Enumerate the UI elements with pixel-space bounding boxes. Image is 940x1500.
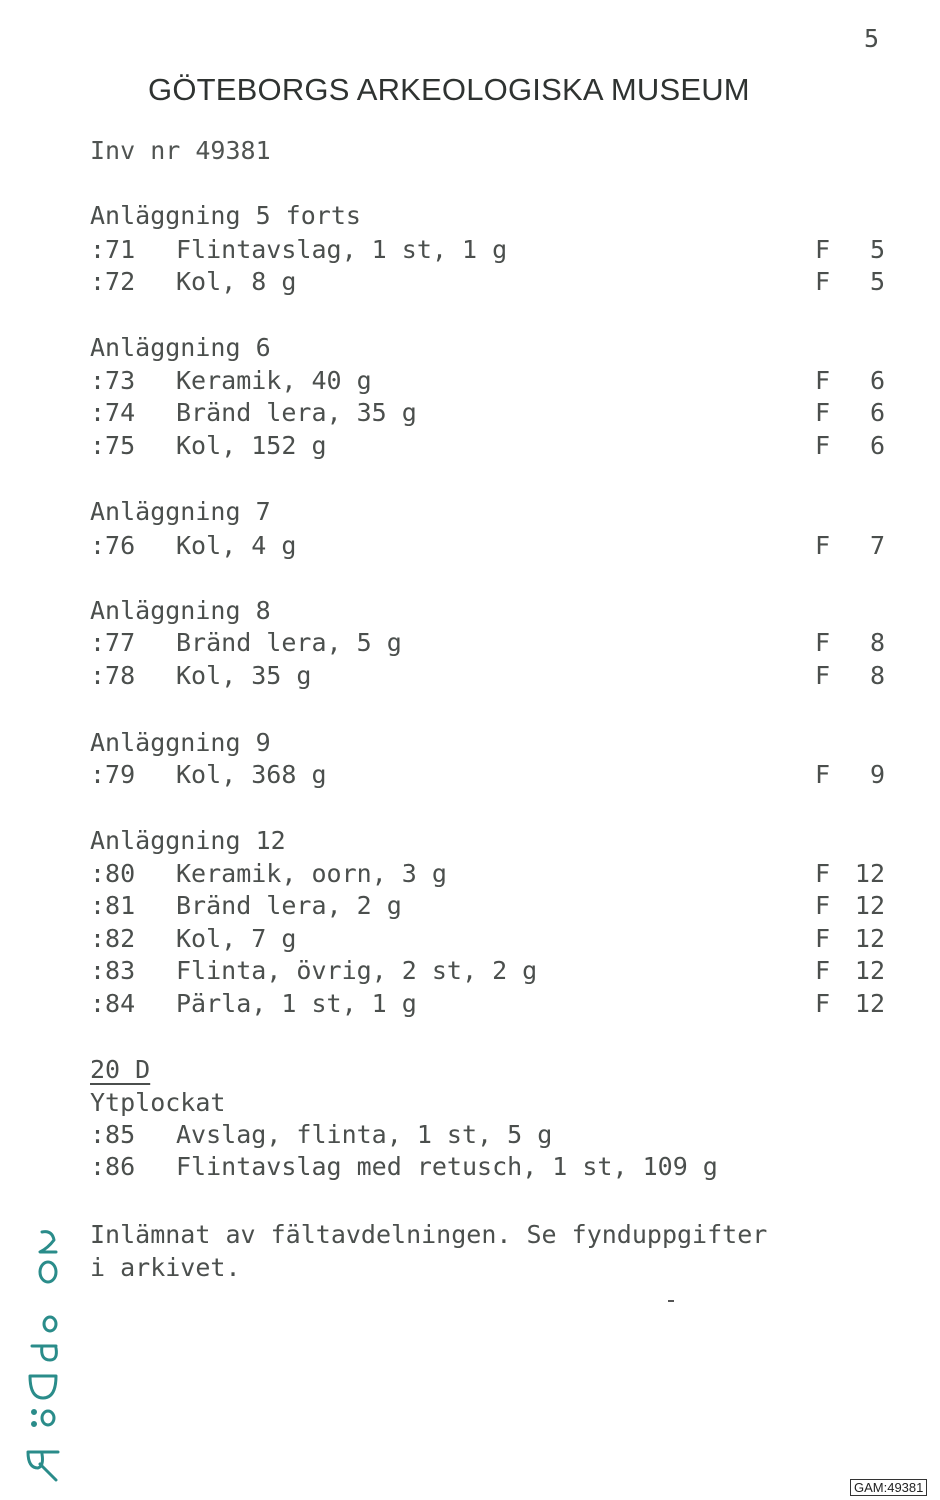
entry-number: :82: [90, 924, 136, 953]
section-heading: Anläggning 5 forts: [90, 201, 361, 230]
list-item: [90, 1119, 552, 1151]
handwriting-rodbo-20: [8, 1216, 68, 1486]
entry-reference: [815, 266, 885, 298]
inventory-number: Inv nr 49381: [90, 136, 271, 165]
list-item: [90, 660, 311, 692]
entry-number: :76: [90, 531, 136, 560]
entry-reference: [815, 397, 885, 429]
entry-reference: [815, 890, 885, 922]
entry-description: Kol, 7 g: [176, 924, 297, 953]
ref-number: 8: [869, 628, 885, 657]
entry-description: Keramik, oorn, 3 g: [176, 859, 447, 888]
entry-reference: [815, 759, 885, 791]
ref-letter: F: [815, 267, 831, 296]
ref-number: 6: [869, 366, 885, 395]
ref-number: 5: [869, 235, 885, 264]
list-item: [90, 365, 372, 397]
entry-number: :83: [90, 956, 136, 985]
ref-number: 6: [869, 398, 885, 427]
entry-number: :74: [90, 398, 136, 427]
museum-header: GÖTEBORGS ARKEOLOGISKA MUSEUM: [148, 72, 750, 107]
entry-reference: [815, 988, 885, 1020]
ref-number: 8: [869, 661, 885, 690]
entry-number: :78: [90, 661, 136, 690]
ref-number: 9: [869, 760, 885, 789]
ref-number: 12: [854, 859, 885, 888]
entry-number: :77: [90, 628, 136, 657]
entry-number: :85: [90, 1120, 136, 1149]
ref-letter: F: [815, 859, 831, 888]
ref-letter: F: [815, 431, 831, 460]
entry-reference: [815, 627, 885, 659]
list-item: [90, 923, 296, 955]
note-line: Inlämnat av fältavdelningen. Se fynduppgifter: [90, 1220, 768, 1249]
archive-id-label: GAM:49381: [850, 1479, 927, 1496]
ref-number: 12: [854, 956, 885, 985]
note-line: i arkivet.: [90, 1253, 241, 1282]
section-heading: Anläggning 12: [90, 826, 286, 855]
ref-number: 6: [869, 431, 885, 460]
ref-letter: F: [815, 989, 831, 1018]
entry-number: :72: [90, 267, 136, 296]
section-heading: Anläggning 8: [90, 596, 271, 625]
ref-letter: F: [815, 891, 831, 920]
entry-description: Bränd lera, 2 g: [176, 891, 402, 920]
list-item: [90, 890, 402, 922]
ref-letter: F: [815, 366, 831, 395]
entry-number: :86: [90, 1152, 136, 1181]
ref-letter: F: [815, 924, 831, 953]
entry-reference: [815, 365, 885, 397]
area-code: 20 D: [90, 1055, 151, 1084]
entry-description: Kol, 35 g: [176, 661, 312, 690]
entry-description: Kol, 8 g: [176, 267, 297, 296]
ref-letter: F: [815, 760, 831, 789]
list-item: [90, 955, 537, 987]
entry-description: Bränd lera, 35 g: [176, 398, 417, 427]
entry-description: Kol, 4 g: [176, 531, 297, 560]
list-item: [90, 988, 417, 1020]
entry-reference: [815, 234, 885, 266]
section-heading: Anläggning 7: [90, 497, 271, 526]
entry-number: :84: [90, 989, 136, 1018]
list-item: [90, 1151, 718, 1183]
ref-letter: F: [815, 531, 831, 560]
entry-reference: [815, 530, 885, 562]
ref-letter: F: [815, 628, 831, 657]
entry-reference: [815, 858, 885, 890]
entry-number: :81: [90, 891, 136, 920]
entry-description: Avslag, flinta, 1 st, 5 g: [176, 1120, 553, 1149]
entry-description: Flintavslag, 1 st, 1 g: [176, 235, 508, 264]
ref-number: 7: [869, 531, 885, 560]
entry-description: Kol, 368 g: [176, 760, 327, 789]
list-item: [90, 759, 327, 791]
ref-letter: F: [815, 956, 831, 985]
ink-speck: [668, 1300, 674, 1302]
entry-reference: [815, 430, 885, 462]
entry-reference: [815, 923, 885, 955]
section-heading: Ytplockat: [90, 1088, 226, 1117]
list-item: [90, 234, 507, 266]
entry-description: Flintavslag med retusch, 1 st, 109 g: [176, 1152, 718, 1181]
handwritten-note: [8, 1216, 68, 1486]
ref-number: 12: [854, 891, 885, 920]
list-item: [90, 266, 296, 298]
entry-description: Bränd lera, 5 g: [176, 628, 402, 657]
entry-reference: [815, 955, 885, 987]
entry-description: Kol, 152 g: [176, 431, 327, 460]
entry-number: :80: [90, 859, 136, 888]
ref-letter: F: [815, 235, 831, 264]
ref-number: 12: [854, 989, 885, 1018]
ref-number: 5: [869, 267, 885, 296]
list-item: [90, 858, 447, 890]
section-heading: Anläggning 6: [90, 333, 271, 362]
ref-letter: F: [815, 398, 831, 427]
ref-number: 12: [854, 924, 885, 953]
entry-reference: [815, 660, 885, 692]
ref-letter: F: [815, 661, 831, 690]
entry-number: :73: [90, 366, 136, 395]
entry-number: :71: [90, 235, 136, 264]
page-number: 5: [864, 24, 880, 53]
list-item: [90, 627, 402, 659]
list-item: [90, 530, 296, 562]
list-item: [90, 397, 417, 429]
list-item: [90, 430, 327, 462]
entry-description: Flinta, övrig, 2 st, 2 g: [176, 956, 538, 985]
entry-number: :79: [90, 760, 136, 789]
entry-description: Pärla, 1 st, 1 g: [176, 989, 417, 1018]
entry-number: :75: [90, 431, 136, 460]
section-heading: Anläggning 9: [90, 728, 271, 757]
entry-description: Keramik, 40 g: [176, 366, 372, 395]
